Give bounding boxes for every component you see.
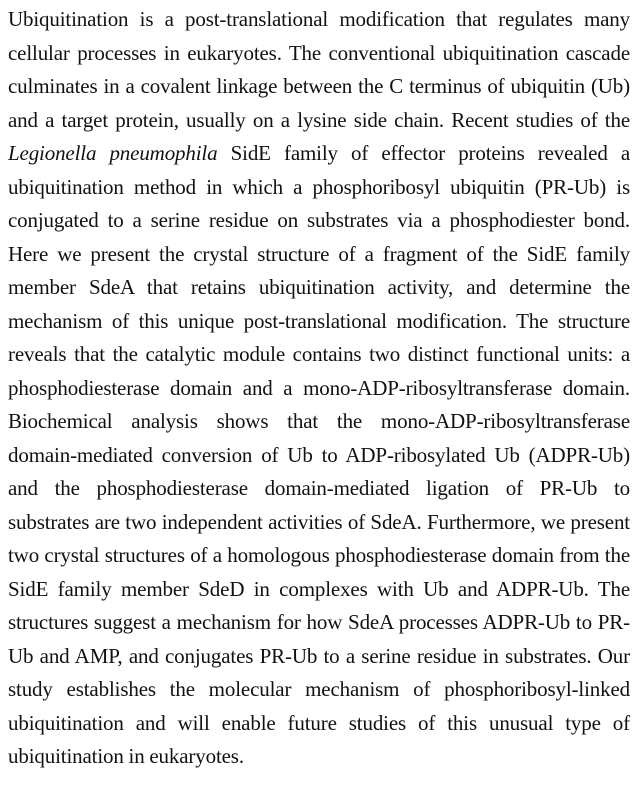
- abstract-text-part-1: Ubiquitination is a post-translational modification that regulates many cellular processes in eukaryotes. The conventional ubiquitination cascade culminates in a covalent linkage between the C terminus of ubiquitin (Ub) and a target protein, usually on a lysine side chain. Recent studies of the: [8, 7, 630, 132]
- abstract-paragraph: [8, 3, 630, 774]
- species-name-italic: Legionella pneumophila: [8, 141, 218, 165]
- abstract-text-part-2: SidE family of effector proteins revealed a ubiquitination method in which a phosphoribosyl ubiquitin (PR-Ub) is conjugated to a serine residue on substrates via a phosphodiester bond. Here we present the crystal structure of a fragment of the SidE family member SdeA that retains ubiquitination activity, and determine the mechanism of this unique post-translational modification. The structure reveals that the catalytic module contains two distinct functional units: a phosphodiesterase domain and a mono-ADP-ribosyltransferase domain. Biochemical analysis shows that the mono-ADP-ribosyltransferase domain-mediated conversion of Ub to ADP-ribosylated Ub (ADPR-Ub) and the phosphodiesterase domain-mediated ligation of PR-Ub to substrates are two independent activities of SdeA. Furthermore, we present two crystal structures of a homologous phosphodiesterase domain from the SidE family member SdeD in complexes with Ub and ADPR-Ub. The structures suggest a mechanism for how SdeA processes ADPR-Ub to PR-Ub and AMP, and conjugates PR-Ub to a serine residue in substrates. Our study establishes the molecular mechanism of phosphoribosyl-linked ubiquitination and will enable future studies of this unusual type of ubiquitination in eukaryotes.: [8, 141, 630, 768]
